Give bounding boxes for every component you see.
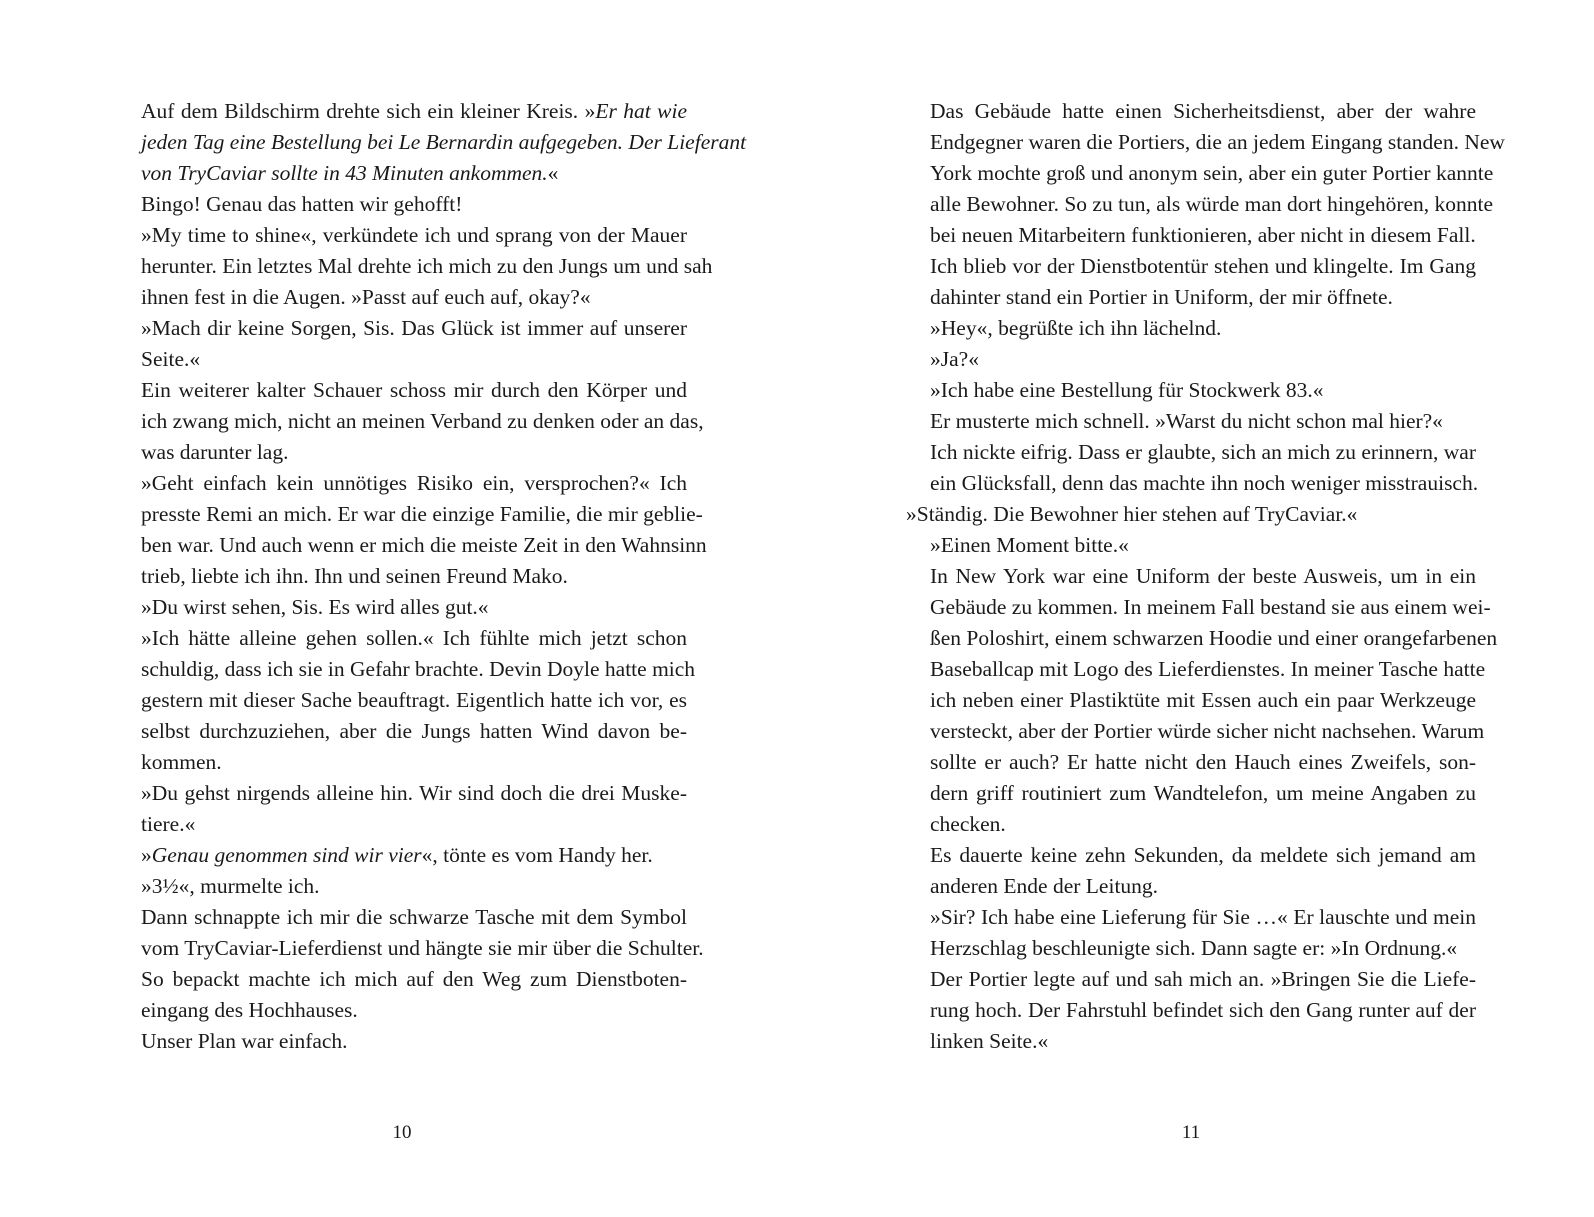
text-segment: gestern mit dieser Sache beauftragt. Eigentlich hatte ich vor, es: [141, 688, 687, 712]
text-line: [117, 623, 687, 654]
text-segment: Gebäude zu kommen. In meinem Fall bestand sie aus einem wei-: [930, 595, 1491, 619]
text-line: [906, 778, 1476, 809]
text-segment: Bingo! Genau das hatten wir gehofft!: [141, 192, 463, 216]
text-line: [117, 344, 687, 375]
paragraph: [117, 871, 687, 902]
text-segment: checken.: [930, 812, 1006, 836]
text-segment: »Du wirst sehen, Sis. Es wird alles gut.«: [141, 595, 489, 619]
text-segment: ihnen fest in die Augen. »Passt auf euch auf, okay?«: [141, 285, 591, 309]
text-line: [906, 313, 1476, 344]
text-segment: anderen Ende der Leitung.: [930, 874, 1159, 898]
text-segment: Dann schnappte ich mir die schwarze Tasche mit dem Symbol: [141, 905, 687, 929]
text-line: [117, 778, 687, 809]
text-line: [117, 933, 704, 964]
text-segment: herunter. Ein letztes Mal drehte ich mich zu den Jungs um und sah: [141, 254, 713, 278]
text-line: [117, 251, 713, 282]
paragraph: [117, 375, 704, 468]
text-segment: alle Bewohner. So zu tun, als würde man dort hingehören, konnte: [930, 192, 1494, 216]
paragraph: [906, 499, 1476, 530]
text-line: [906, 654, 1486, 685]
paragraph: [117, 902, 704, 964]
left-page: [117, 0, 747, 1217]
text-segment: ßen Poloshirt, einem schwarzen Hoodie und einer orangefarbenen: [930, 626, 1498, 650]
text-segment: presste Remi an mich. Er war die einzige Familie, die mir geblie-: [141, 502, 703, 526]
text-segment: Unser Plan war einfach.: [141, 1029, 348, 1053]
text-line: [117, 437, 687, 468]
text-line: [117, 654, 696, 685]
paragraph: [906, 964, 1476, 1057]
text-segment: »Ich habe eine Bestellung für Stockwerk 83.«: [930, 378, 1324, 402]
paragraph: [906, 561, 1498, 840]
text-line: [117, 561, 687, 592]
text-line: [117, 716, 687, 747]
text-segment: bei neuen Mitarbeitern funktionieren, aber nicht in diesem Fall.: [930, 223, 1476, 247]
paragraph: [117, 964, 687, 1026]
text-segment: Ich blieb vor der Dienstbotentür stehen und klingelte. Im Gang: [930, 254, 1476, 278]
italic-text: Genau genommen sind wir vier: [151, 843, 422, 867]
text-line: [117, 499, 703, 530]
text-segment: eingang des Hochhauses.: [141, 998, 358, 1022]
page-number: 10: [392, 1122, 412, 1143]
text-segment: »Sir? Ich habe eine Lieferung für Sie …« Er lauschte und mein: [930, 905, 1476, 929]
text-line: [906, 902, 1476, 933]
text-segment: »Du gehst nirgends alleine hin. Wir sind doch die drei Muske-: [141, 781, 687, 805]
text-segment: tiere.«: [141, 812, 196, 836]
text-segment: In New York war eine Uniform der beste Ausweis, um in ein: [930, 564, 1476, 588]
text-line: [906, 623, 1498, 654]
text-segment: Ein weiterer kalter Schauer schoss mir durch den Körper und: [141, 378, 687, 402]
text-segment: »Einen Moment bitte.«: [930, 533, 1129, 557]
paragraph: [906, 840, 1476, 902]
text-line: [117, 189, 687, 220]
text-segment: was darunter lag.: [141, 440, 289, 464]
text-line: [117, 871, 687, 902]
text-line: [906, 220, 1476, 251]
text-segment: versteckt, aber der Portier würde sicher nicht nachsehen. Warum: [930, 719, 1485, 743]
text-line: [906, 840, 1476, 871]
text-line: [117, 220, 687, 251]
paragraph: [906, 437, 1479, 499]
text-line: [117, 468, 687, 499]
text-line: [117, 313, 687, 344]
text-line: [906, 592, 1491, 623]
text-segment: trieb, liebte ich ihn. Ihn und seinen Freund Mako.: [141, 564, 568, 588]
text-line: [117, 840, 687, 871]
text-line: [906, 685, 1476, 716]
text-segment: »Geht einfach kein unnötiges Risiko ein, versprochen?« Ich: [141, 471, 687, 495]
text-segment: Auf dem Bildschirm drehte sich ein kleiner Kreis. »: [141, 99, 596, 123]
text-line: [906, 375, 1476, 406]
text-line: [906, 809, 1476, 840]
text-segment: linken Seite.«: [930, 1029, 1049, 1053]
text-line: [906, 716, 1485, 747]
paragraph: [117, 623, 696, 778]
left-page-text: [117, 96, 747, 1057]
italic-text: jeden Tag eine Bestellung bei Le Bernardin aufgegeben. Der Lieferant: [141, 130, 747, 154]
text-line: [906, 747, 1476, 778]
paragraph: [117, 840, 687, 871]
text-line: [906, 344, 1476, 375]
paragraph: [906, 530, 1476, 561]
text-line: [906, 561, 1476, 592]
text-segment: Ich nickte eifrig. Dass er glaubte, sich an mich zu erinnern, war: [930, 440, 1476, 464]
text-line: [906, 964, 1476, 995]
text-line: [117, 995, 687, 1026]
text-segment: schuldig, dass ich sie in Gefahr brachte. Devin Doyle hatte mich: [141, 657, 696, 681]
paragraph: [117, 1026, 687, 1057]
text-line: [117, 964, 687, 995]
right-page: [906, 0, 1505, 1217]
paragraph: [117, 189, 687, 220]
text-segment: »My time to shine«, verkündete ich und sprang von der Mauer: [141, 223, 687, 247]
text-line: [117, 530, 707, 561]
text-line: [117, 158, 687, 189]
page-number: 11: [1181, 1122, 1201, 1143]
text-segment: selbst durchzuziehen, aber die Jungs hatten Wind davon be-: [141, 719, 687, 743]
text-segment: »Ja?«: [930, 347, 979, 371]
text-segment: ich neben einer Plastiktüte mit Essen auch ein paar Werkzeuge: [930, 688, 1476, 712]
text-segment: Seite.«: [141, 347, 201, 371]
text-segment: Herzschlag beschleunigte sich. Dann sagte er: »In Ordnung.«: [930, 936, 1458, 960]
text-line: [906, 282, 1476, 313]
text-line: [117, 282, 687, 313]
text-segment: vom TryCaviar-Lieferdienst und hängte sie mir über die Schulter.: [141, 936, 704, 960]
paragraph: [117, 778, 687, 840]
paragraph: [117, 468, 707, 592]
text-line: [906, 995, 1476, 1026]
text-line: [906, 437, 1476, 468]
text-segment: ben war. Und auch wenn er mich die meiste Zeit in den Wahnsinn: [141, 533, 707, 557]
paragraph: [906, 375, 1476, 406]
text-line: [906, 96, 1476, 127]
text-line: [906, 468, 1479, 499]
text-segment: ich zwang mich, nicht an meinen Verband zu denken oder an das,: [141, 409, 704, 433]
paragraph: [906, 344, 1476, 375]
italic-text: von TryCaviar sollte in 43 Minuten ankommen.: [141, 161, 548, 185]
paragraph: [906, 96, 1505, 251]
paragraph: [906, 313, 1476, 344]
text-segment: rung hoch. Der Fahrstuhl befindet sich den Gang runter auf der: [930, 998, 1476, 1022]
text-segment: Das Gebäude hatte einen Sicherheitsdienst, aber der wahre: [930, 99, 1476, 123]
text-line: [117, 902, 687, 933]
text-segment: So bepackt machte ich mich auf den Weg zum Dienstboten-: [141, 967, 687, 991]
text-segment: ein Glücksfall, denn das machte ihn noch weniger misstrauisch.: [930, 471, 1479, 495]
text-segment: «: [547, 161, 559, 185]
text-segment: «, tönte es vom Handy her.: [421, 843, 653, 867]
text-segment: kommen.: [141, 750, 222, 774]
text-line: [906, 406, 1476, 437]
text-segment: Er musterte mich schnell. »Warst du nicht schon mal hier?«: [930, 409, 1443, 433]
text-segment: sollte er auch? Er hatte nicht den Hauch eines Zweifels, son-: [930, 750, 1476, 774]
text-line: [906, 1026, 1476, 1057]
text-line: [117, 406, 704, 437]
text-line: [117, 747, 687, 778]
text-segment: »Hey«, begrüßte ich ihn lächelnd.: [930, 316, 1222, 340]
paragraph: [117, 220, 713, 313]
text-line: [117, 1026, 687, 1057]
text-segment: »3½«, murmelte ich.: [141, 874, 320, 898]
text-line: [906, 871, 1476, 902]
text-segment: Endgegner waren die Portiers, die an jedem Eingang standen. New: [930, 130, 1505, 154]
text-segment: Der Portier legte auf und sah mich an. »Bringen Sie die Liefe-: [930, 967, 1476, 991]
text-line: [906, 158, 1494, 189]
paragraph: [906, 406, 1476, 437]
text-line: [117, 127, 747, 158]
italic-text: Er hat wie: [595, 99, 687, 123]
paragraph: [117, 313, 687, 375]
paragraph: [117, 96, 747, 189]
text-line: [117, 375, 687, 406]
text-segment: »Mach dir keine Sorgen, Sis. Das Glück ist immer auf unserer: [141, 316, 687, 340]
text-line: [906, 127, 1505, 158]
paragraph: [906, 902, 1476, 964]
text-segment: »Ich hätte alleine gehen sollen.« Ich fühlte mich jetzt schon: [141, 626, 687, 650]
text-line: [117, 96, 687, 127]
text-line: [906, 251, 1476, 282]
text-segment: dern griff routiniert zum Wandtelefon, um meine Angaben zu: [930, 781, 1476, 805]
text-segment: Es dauerte keine zehn Sekunden, da meldete sich jemand am: [930, 843, 1476, 867]
paragraph: [117, 592, 687, 623]
text-segment: »: [141, 843, 152, 867]
text-line: [117, 592, 687, 623]
text-line: [906, 189, 1494, 220]
paragraph: [906, 251, 1476, 313]
text-line: [906, 933, 1476, 964]
text-segment: dahinter stand ein Portier in Uniform, der mir öffnete.: [930, 285, 1393, 309]
text-segment: York mochte groß und anonym sein, aber ein guter Portier kannte: [930, 161, 1494, 185]
text-line: [117, 685, 687, 716]
text-line: [906, 499, 1476, 530]
text-segment: »Ständig. Die Bewohner hier stehen auf TryCaviar.«: [906, 502, 1358, 526]
right-page-text: [906, 96, 1505, 1057]
text-line: [117, 809, 687, 840]
text-line: [906, 530, 1476, 561]
text-segment: Baseballcap mit Logo des Lieferdienstes. In meiner Tasche hatte: [930, 657, 1486, 681]
